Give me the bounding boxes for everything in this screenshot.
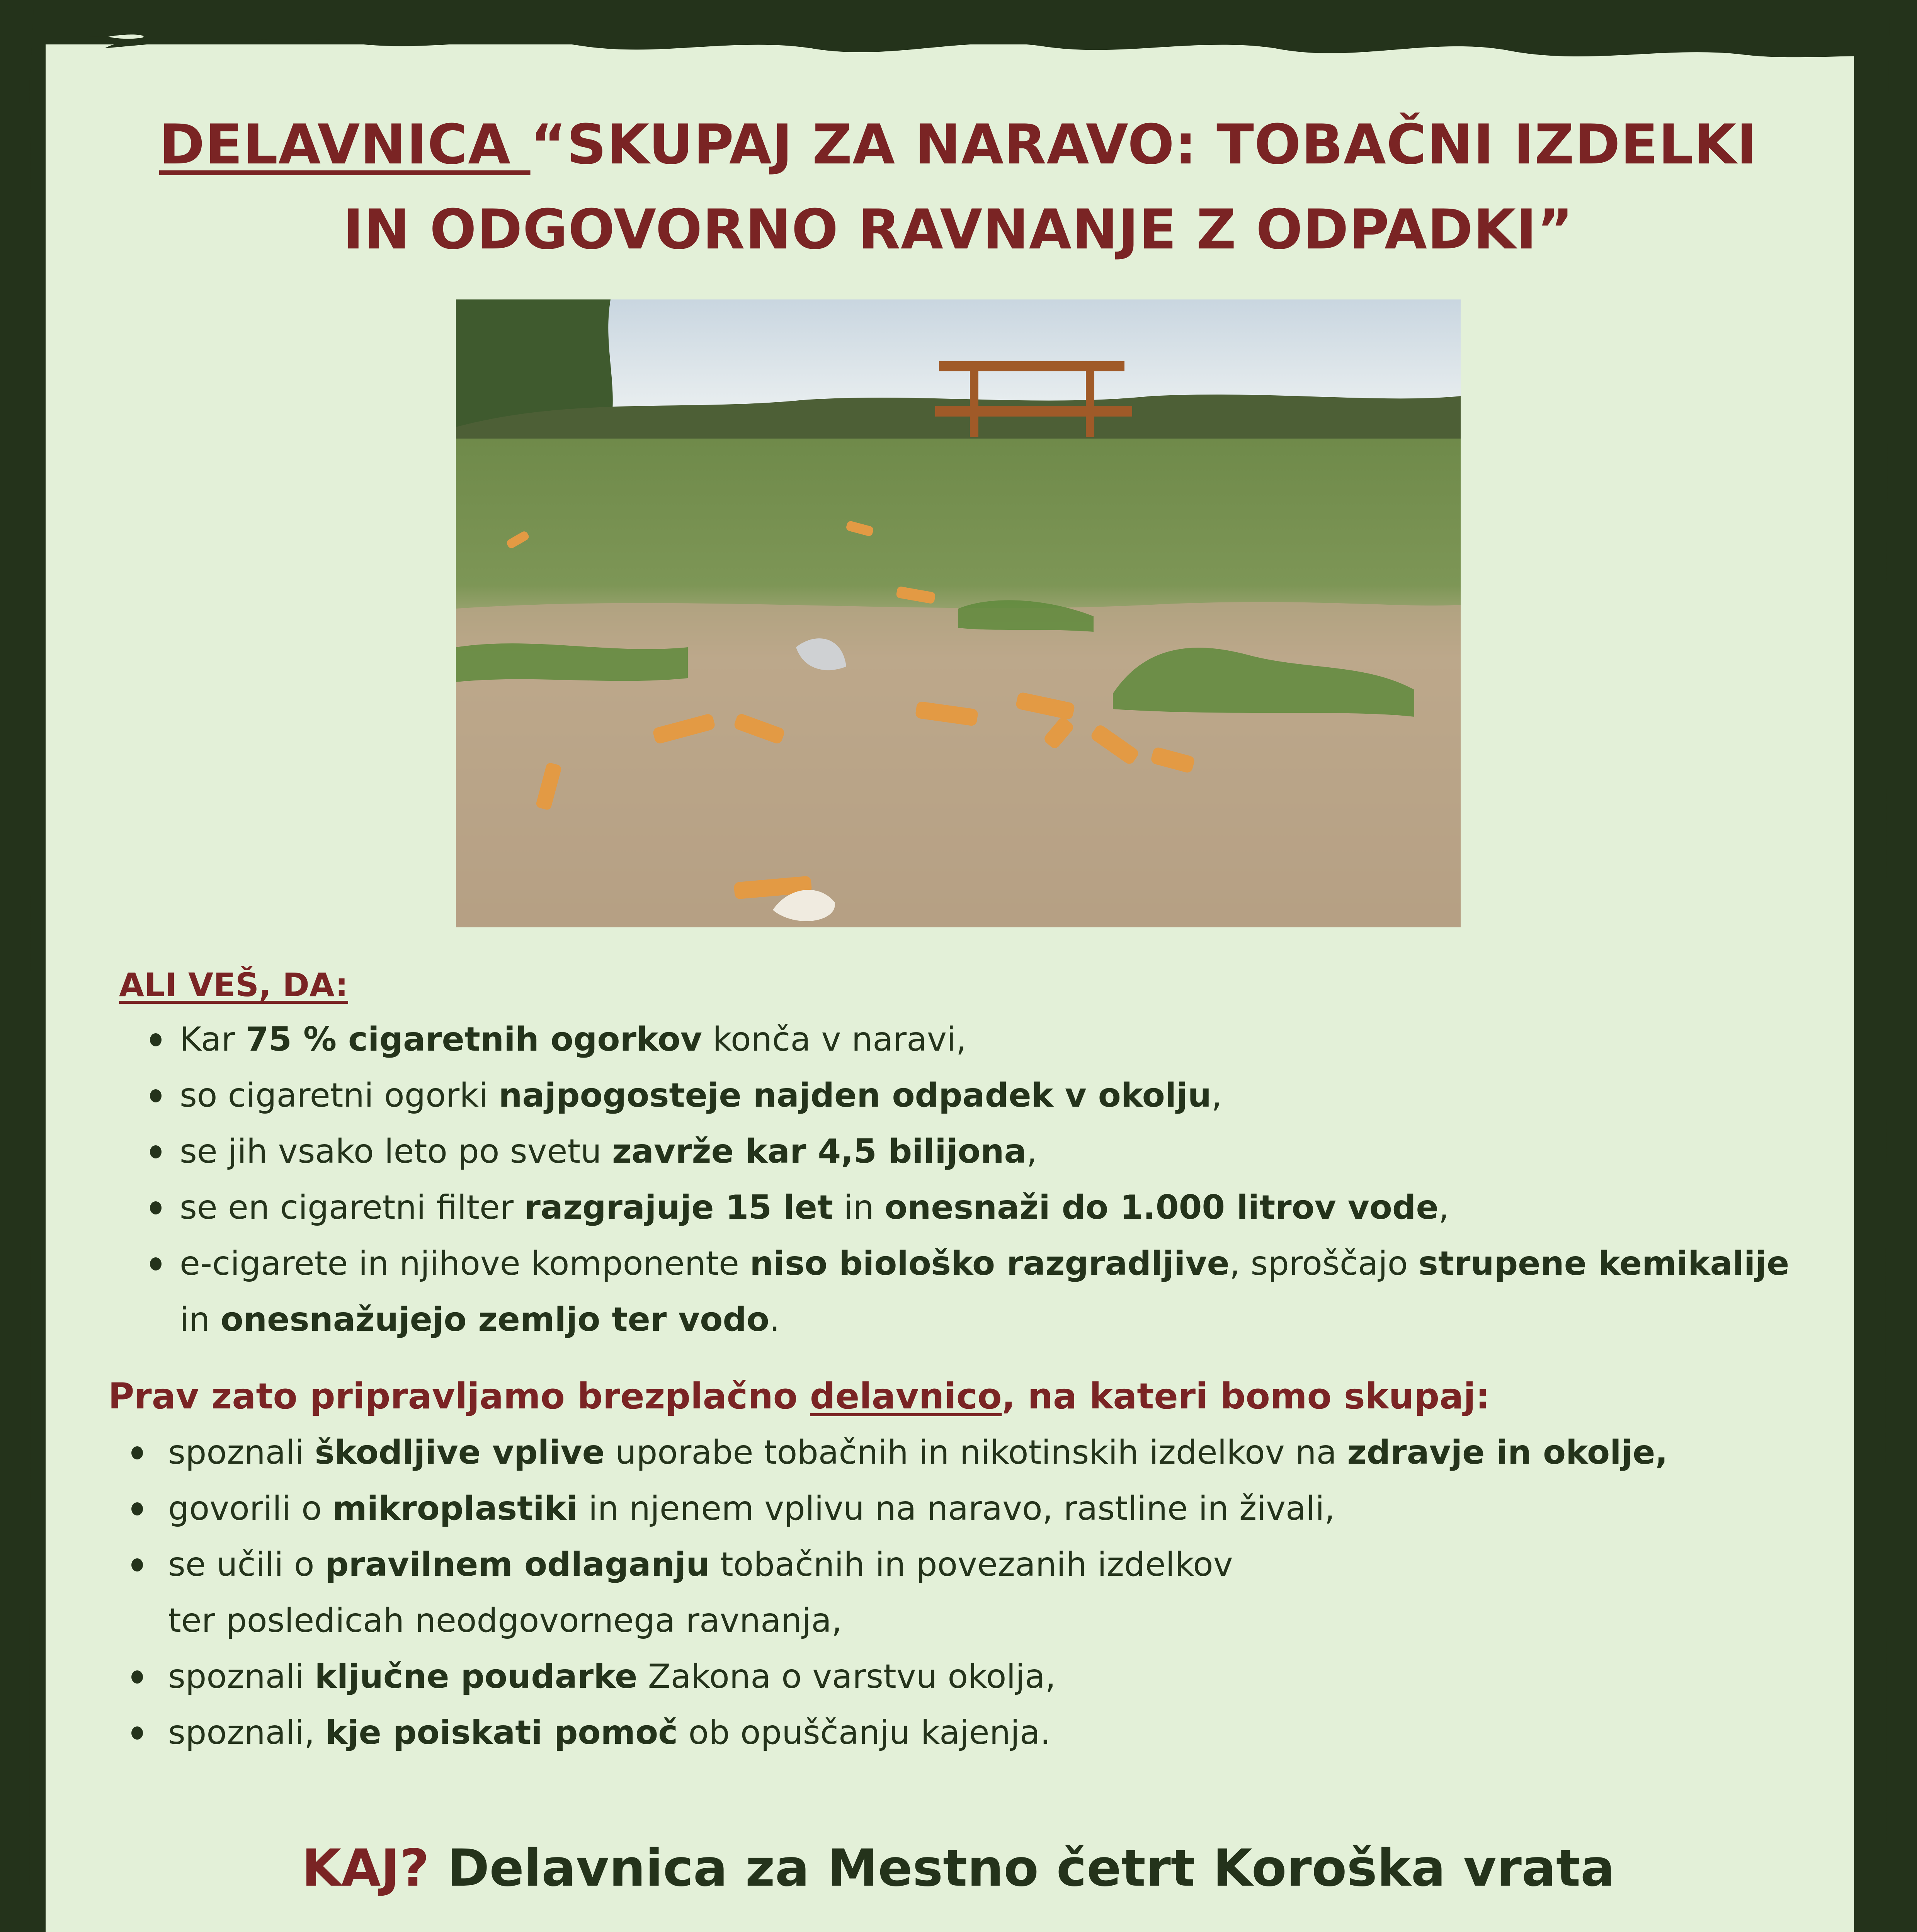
fact-item-text: se jih vsako leto po svetu bbox=[180, 1132, 612, 1171]
fact-item-text: Kar bbox=[180, 1020, 246, 1059]
workshop-item-text: tobačnih in povezanih izdelkov bbox=[709, 1545, 1233, 1584]
workshop-item-bold-text: kje poiskati pomoč bbox=[325, 1713, 678, 1752]
fact-item bbox=[116, 1180, 1816, 1236]
torn-edge-top bbox=[0, 0, 1917, 100]
fact-item-text: e-cigarete in njihove komponente bbox=[180, 1244, 750, 1283]
fact-item-bold-text: razgrajuje 15 let bbox=[524, 1188, 833, 1227]
fact-item bbox=[116, 1236, 1816, 1292]
workshop-item bbox=[108, 1537, 1808, 1593]
cigarette-butts-photo bbox=[456, 299, 1461, 927]
fact-item-bold-text: najpogosteje najden odpadek v okolju bbox=[498, 1076, 1211, 1115]
fact-item bbox=[116, 1068, 1816, 1124]
workshop-item-text: se učili o bbox=[168, 1545, 325, 1584]
workshop-item-bold-text: zdravje in okolje, bbox=[1347, 1433, 1668, 1472]
fact-item-bold-text: niso biološko razgradljive bbox=[750, 1244, 1230, 1283]
workshop-item-text: Zakona o varstvu okolja, bbox=[637, 1657, 1056, 1696]
workshop-heading-after: , na kateri bomo skupaj: bbox=[1002, 1376, 1490, 1417]
facts-list bbox=[116, 1012, 1816, 1348]
workshop-item-bold-text: mikroplastiki bbox=[332, 1489, 578, 1528]
fact-item bbox=[116, 1124, 1816, 1180]
event-details bbox=[116, 1839, 1801, 1932]
torn-edge-right bbox=[1840, 0, 1917, 1932]
fact-item-bold-text: onesnažujejo zemljo ter vodo bbox=[220, 1300, 769, 1339]
workshop-item bbox=[108, 1705, 1808, 1761]
title-line-2: IN ODGOVORNO RAVNANJE Z ODPADKI” bbox=[343, 198, 1573, 262]
event-what-label: KAJ? bbox=[301, 1838, 429, 1898]
workshop-item bbox=[108, 1425, 1808, 1481]
fact-item-text: in bbox=[180, 1300, 221, 1339]
fact-item-text: , bbox=[1438, 1188, 1449, 1227]
fact-item-bold-text: 75 % cigaretnih ogorkov bbox=[245, 1020, 702, 1059]
workshop-list bbox=[108, 1425, 1808, 1761]
facts-heading: ALI VEŠ, DA: bbox=[119, 966, 348, 1004]
workshop-item bbox=[108, 1649, 1808, 1705]
fact-item bbox=[116, 1292, 1816, 1348]
photo-illustration bbox=[456, 299, 1461, 927]
workshop-item-text: spoznali bbox=[168, 1657, 315, 1696]
workshop-item-bold-text: pravilnem odlaganju bbox=[325, 1545, 710, 1584]
workshop-item bbox=[108, 1481, 1808, 1537]
torn-edge-left bbox=[0, 0, 77, 1932]
fact-item-bold-text: strupene kemikalije bbox=[1418, 1244, 1789, 1283]
facts-section bbox=[116, 966, 1816, 1348]
workshop-heading-underlined: delavnico bbox=[810, 1376, 1002, 1417]
title-line-1-rest: “SKUPAJ ZA NARAVO: TOBAČNI IZDELKI bbox=[530, 113, 1758, 177]
workshop-item-text: spoznali bbox=[168, 1433, 315, 1472]
fact-item-text: . bbox=[769, 1300, 780, 1339]
fact-item-text: , bbox=[1211, 1076, 1222, 1115]
workshop-item-text: spoznali, bbox=[168, 1713, 325, 1752]
workshop-item-text: ob opuščanju kajenja. bbox=[678, 1713, 1051, 1752]
workshop-heading bbox=[108, 1376, 1808, 1417]
title-line-1 bbox=[116, 102, 1801, 187]
workshop-item bbox=[108, 1593, 1808, 1649]
workshop-item-text: ter posledicah neodgovornega ravnanja, bbox=[168, 1601, 842, 1640]
fact-item-text: , bbox=[1026, 1132, 1037, 1171]
workshop-item-text: uporabe tobačnih in nikotinskih izdelkov na bbox=[604, 1433, 1347, 1472]
workshop-item-bold-text: ključne poudarke bbox=[315, 1657, 638, 1696]
fact-item-text: so cigaretni ogorki bbox=[180, 1076, 499, 1115]
fact-item-bold-text: onesnaži do 1.000 litrov vode bbox=[885, 1188, 1439, 1227]
poster-title bbox=[116, 102, 1801, 272]
title-underlined-word: DELAVNICA bbox=[159, 113, 531, 177]
fact-item-text: in bbox=[833, 1188, 885, 1227]
event-what bbox=[116, 1839, 1801, 1897]
fact-item-text: konča v naravi, bbox=[702, 1020, 967, 1059]
event-what-value: Delavnica za Mestno četrt Koroška vrata bbox=[429, 1838, 1615, 1898]
workshop-item-bold-text: škodljive vplive bbox=[315, 1433, 605, 1472]
fact-item-text: , sproščajo bbox=[1229, 1244, 1419, 1283]
workshop-heading-before: Prav zato pripravljamo brezplačno bbox=[108, 1376, 810, 1417]
fact-item bbox=[116, 1012, 1816, 1068]
workshop-section bbox=[108, 1376, 1808, 1761]
fact-item-bold-text: zavrže kar 4,5 bilijona bbox=[612, 1132, 1027, 1171]
workshop-item-text: in njenem vplivu na naravo, rastline in živali, bbox=[578, 1489, 1335, 1528]
fact-item-text: se en cigaretni filter bbox=[180, 1188, 524, 1227]
workshop-item-text: govorili o bbox=[168, 1489, 333, 1528]
